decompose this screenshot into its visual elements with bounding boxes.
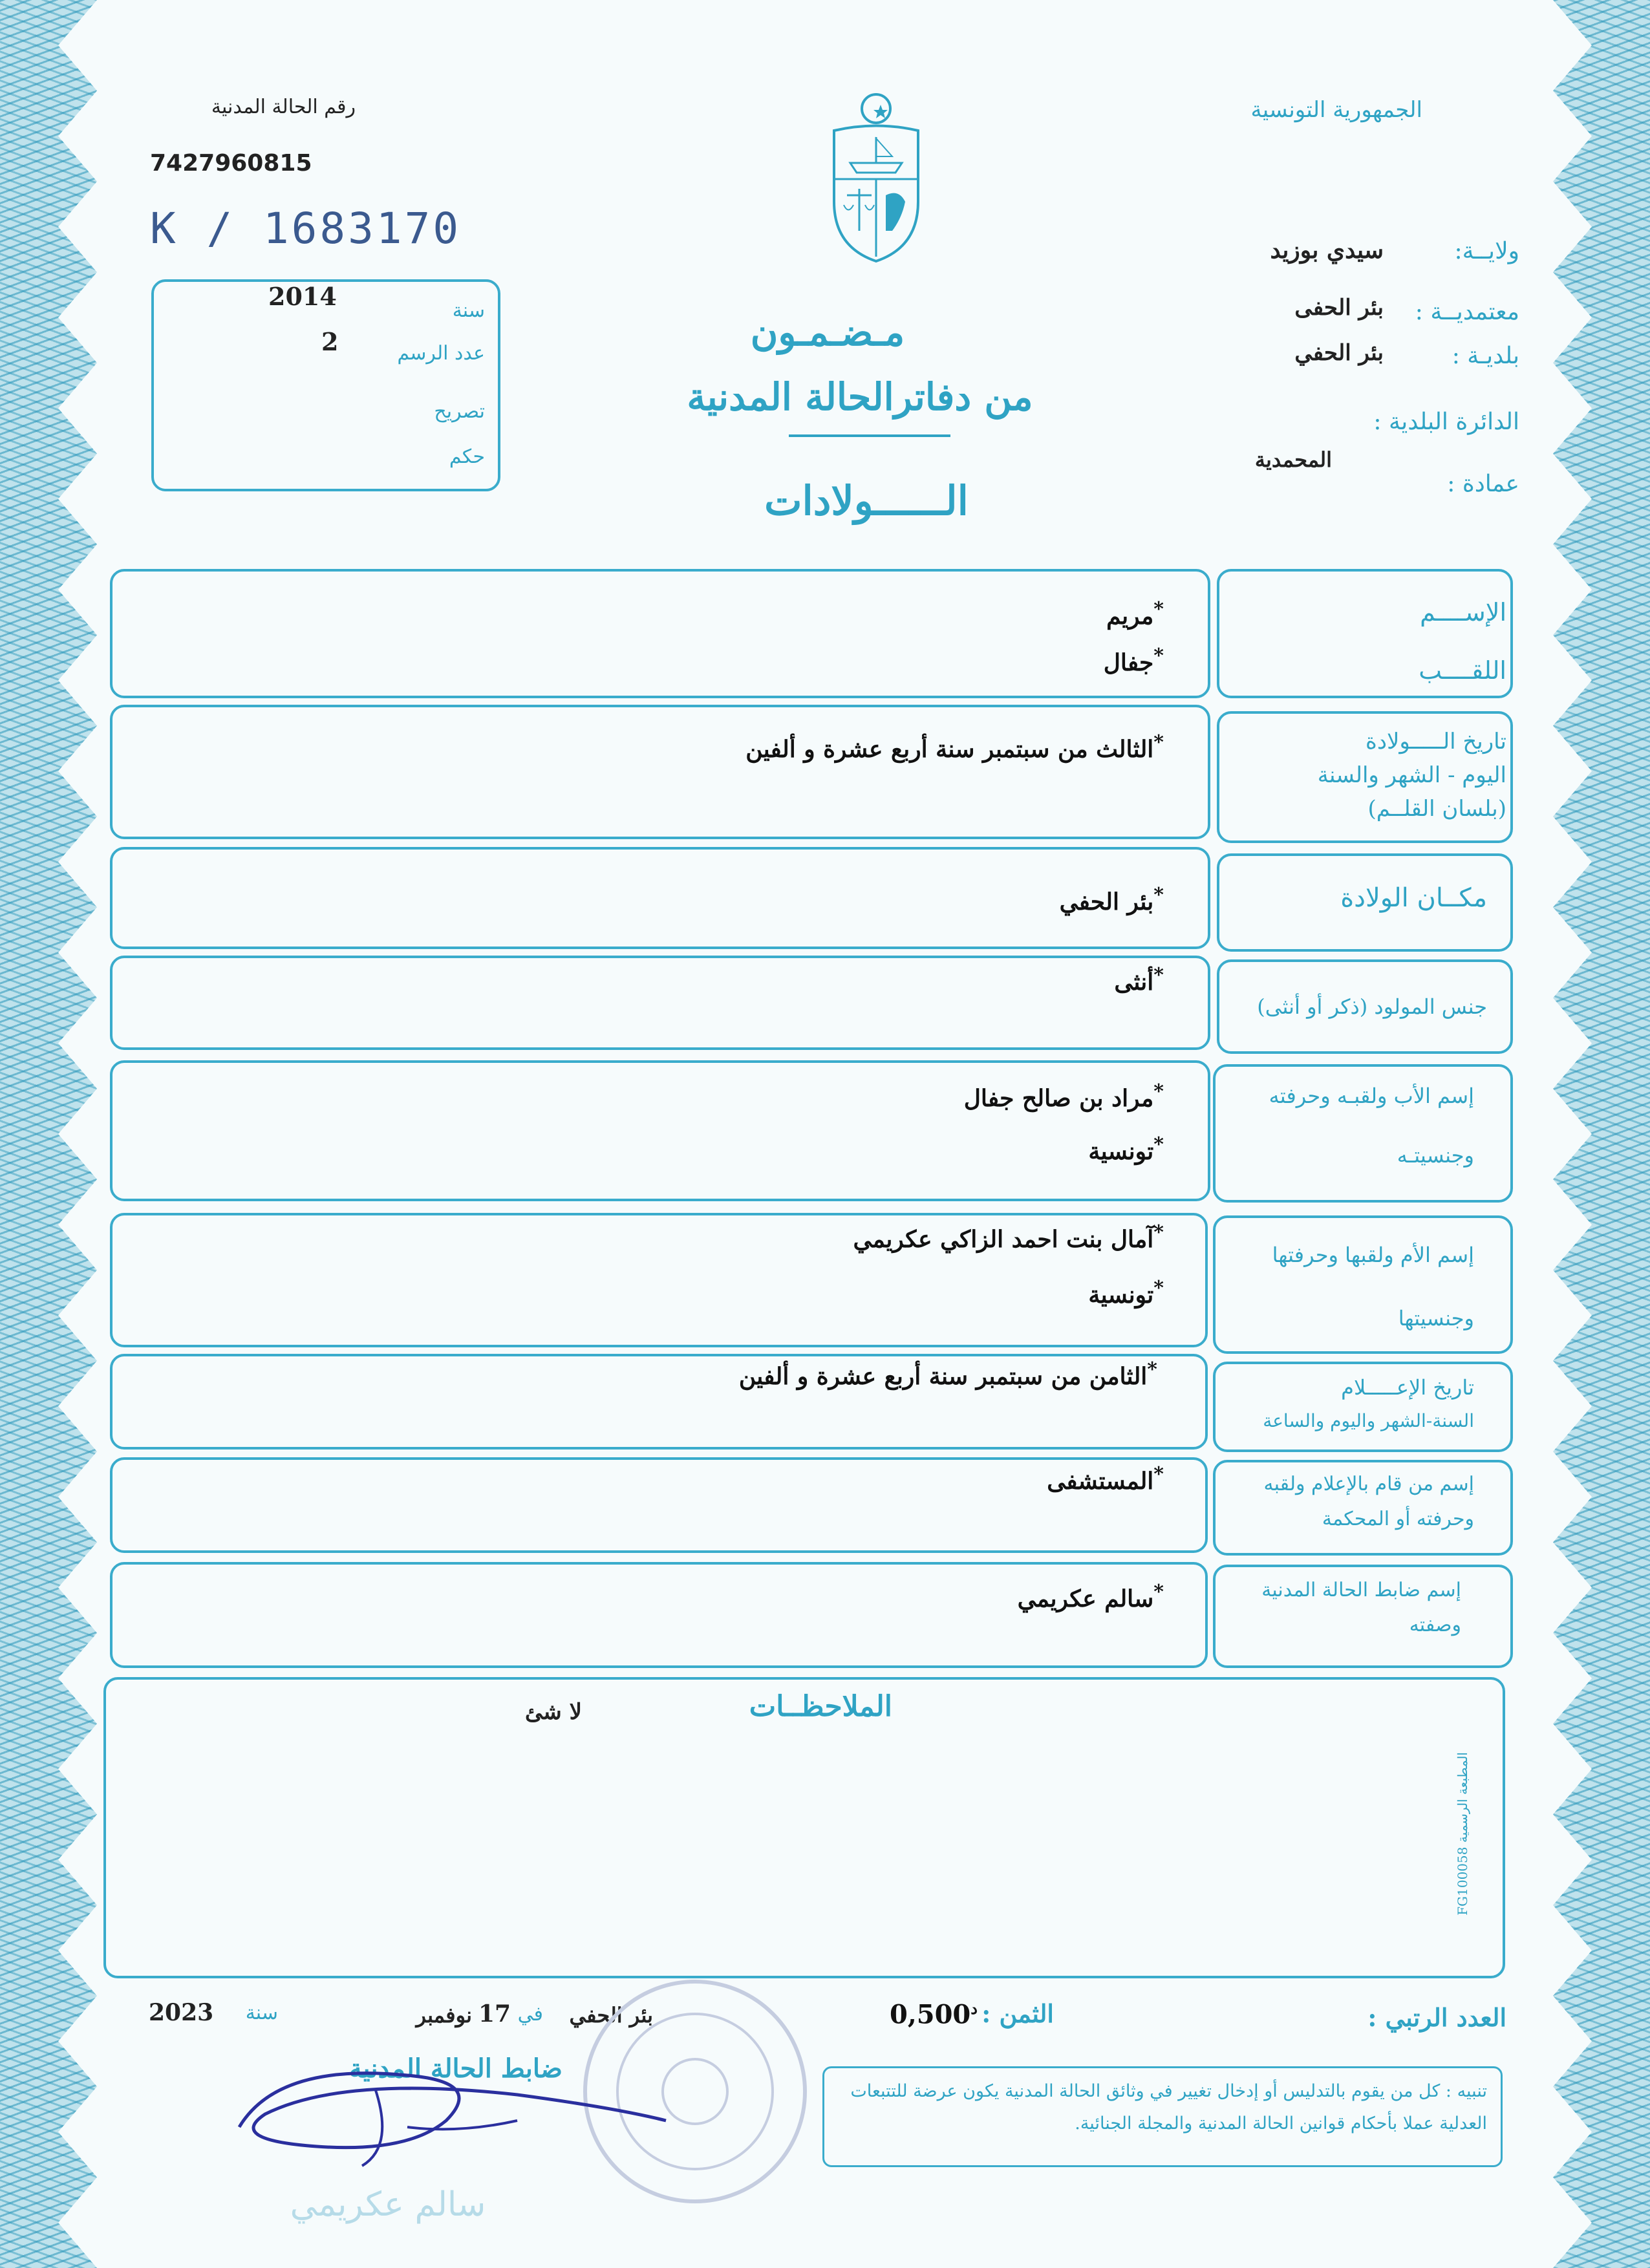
issue-year: 2023 <box>149 1999 214 2026</box>
imada-value: المحمدية <box>1254 447 1332 472</box>
label-birthdate-3: (بلسان القلــم) <box>1367 796 1506 822</box>
serial-order-label: العدد الرتبي : <box>1367 2003 1506 2032</box>
printer-mark: المطبعة الرسمية FG100058 <box>1455 1752 1470 1916</box>
civil-status-number-label: رقم الحالة المدنية <box>211 96 356 118</box>
serial-code: K / 1683170 <box>150 204 462 253</box>
title-line2: من دفاترالحالة المدنية <box>687 375 1033 419</box>
municipality-label: بلديـة : <box>1452 343 1519 369</box>
civil-status-number: 7427960815 <box>150 150 312 177</box>
judgment-label: حكم <box>449 445 485 468</box>
guilloche-border-right <box>1553 0 1650 2268</box>
label-birthdate-2: اليوم - الشهر والسنة <box>1317 762 1506 788</box>
value-declaration-date: *الثامن من سبتمبر سنة أربع عشرة و ألفين <box>738 1358 1157 1390</box>
label-sex: جنس المولود (ذكر أو أنثى) <box>1257 994 1487 1019</box>
label-declaration-date-1: تاريخ الإعـــــلام <box>1341 1375 1474 1400</box>
in-label: في <box>517 2003 543 2026</box>
price-label: الثمن : <box>981 1999 1054 2028</box>
value-mother-name: *آمال بنت احمد الزاكي عكريمي <box>853 1221 1164 1253</box>
label-mother-1: إسم الأم ولقبها وحرفتها <box>1272 1243 1474 1267</box>
republic-title: الجمهورية التونسية <box>1250 97 1422 123</box>
officer-title: ضابط الحالة المدنية <box>348 2053 562 2084</box>
governorate-label: ولايــة: <box>1454 238 1519 264</box>
record-number: 2 <box>321 327 339 356</box>
governorate-value: سيدي بوزيد <box>1270 237 1384 264</box>
record-number-label: عدد الرسم <box>397 342 485 365</box>
value-birthplace: *بئر الحفي <box>1059 884 1164 915</box>
value-mother-nationality: *تونسية <box>1088 1277 1164 1309</box>
value-father-nationality: *تونسية <box>1088 1133 1164 1165</box>
label-birthdate-1: تاريخ الـــــولادة <box>1366 729 1506 754</box>
municipality-value: بئر الحفي <box>1294 340 1384 366</box>
guilloche-border-left <box>0 0 97 2268</box>
title-line1: مـضـمـون <box>750 310 905 354</box>
notes-value: لا شئ <box>524 1699 582 1725</box>
delegation-label: معتمديــة : <box>1415 299 1519 325</box>
label-declarant-2: وحرفته أو المحكمة <box>1322 1508 1474 1530</box>
municipal-district-label: الدائرة البلدية : <box>1373 409 1519 435</box>
record-year: 2014 <box>268 282 337 311</box>
label-last-name: اللقــــب <box>1419 656 1506 685</box>
value-first-name: *مريم <box>1106 598 1164 630</box>
officer-stamp-name: سالم عكريمي <box>290 2185 486 2224</box>
label-officer-1: إسم ضابط الحالة المدنية <box>1261 1579 1461 1601</box>
declaration-label: تصريح <box>434 400 485 423</box>
issue-day: 17 <box>478 2000 511 2027</box>
value-officer: *سالم عكريمي <box>1017 1581 1164 1612</box>
issue-year-label: سنة <box>245 2002 278 2024</box>
label-first-name: الإســــم <box>1420 598 1506 626</box>
label-declarant-1: إسم من قام بالإعلام ولقبه <box>1263 1473 1474 1495</box>
issue-place: بئر الحفي <box>569 2003 653 2027</box>
title-line3: الــــــولادات <box>764 477 969 524</box>
signature-icon <box>213 2049 679 2179</box>
issue-month: نوفمبر <box>416 2003 472 2027</box>
title-underline <box>789 434 950 437</box>
value-sex: *أنثى <box>1114 964 1164 996</box>
value-last-name: *جفال <box>1103 645 1164 676</box>
value-birthdate: *الثالث من سبتمبر سنة أربع عشرة و ألفين <box>745 731 1164 763</box>
label-declaration-date-2: السنة-الشهر واليوم والساعة <box>1263 1410 1474 1431</box>
record-year-label: سنة <box>452 299 485 322</box>
label-officer-2: وصفته <box>1409 1614 1461 1636</box>
label-father-2: وجنسيتـه <box>1397 1143 1474 1168</box>
imada-label: عمادة : <box>1447 471 1519 497</box>
price-value: $0,500^د$ <box>890 1999 978 2030</box>
delegation-value: بئر الحفى <box>1294 295 1384 321</box>
value-declarant: *المستشفى <box>1047 1463 1164 1495</box>
tunisia-coat-of-arms-icon <box>821 92 931 266</box>
label-mother-2: وجنسيتها <box>1398 1306 1474 1331</box>
legal-notice-text: تنبيه : كل من يقوم بالتدليس أو إدخال تغيير في وثائق الحالة المدنية يكون عرضة للتتبعات العدلية عملا بأحكام قوانين الحالة المدنية والمجلة الجنائية. <box>850 2081 1487 2134</box>
label-birthplace: مكــان الولادة <box>1340 883 1487 913</box>
notes-label: الملاحظــات <box>749 1690 892 1723</box>
value-father-name: *مراد بن صالح جفال <box>963 1080 1164 1112</box>
label-father-1: إسم الأب ولقبـه وحرفته <box>1269 1084 1474 1108</box>
